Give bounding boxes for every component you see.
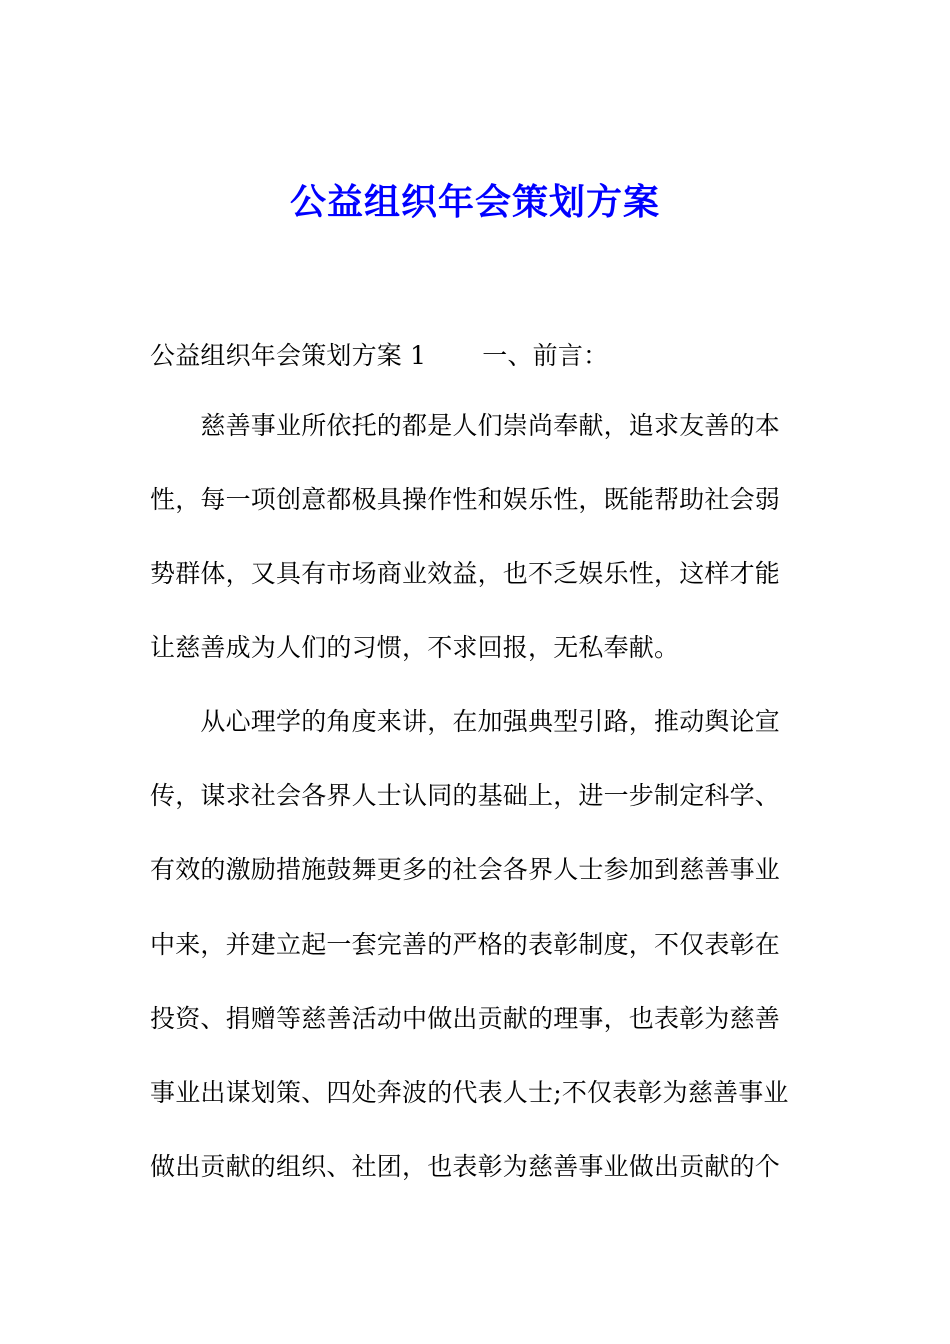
paragraph-line: 让慈善成为人们的习惯，不求回报，无私奉献。 <box>150 633 680 662</box>
paragraph-line: 投资、捐赠等慈善活动中做出贡献的理事，也表彰为慈善 <box>150 1004 781 1033</box>
paragraph-line: 事业出谋划策、四处奔波的代表人士;不仅表彰为慈善事业 <box>150 1078 789 1107</box>
paragraph-line: 势群体，又具有市场商业效益，也不乏娱乐性，这样才能 <box>150 559 781 588</box>
subheading-right: 一、前言： <box>482 341 609 370</box>
paragraph-line: 传，谋求社会各界人士认同的基础上，进一步制定科学、 <box>150 781 781 810</box>
paragraph-line: 慈善事业所依托的都是人们崇尚奉献，追求友善的本 <box>150 411 781 440</box>
section-subheading <box>150 338 608 374</box>
subheading-left: 公益组织年会策划方案 1 <box>150 341 427 370</box>
document-title: 公益组织年会策划方案 <box>289 182 660 223</box>
paragraph-line: 做出贡献的组织、社团，也表彰为慈善事业做出贡献的个 <box>150 1152 781 1181</box>
paragraph-line: 从心理学的角度来讲，在加强典型引路，推动舆论宣 <box>150 707 781 736</box>
paragraph-line: 有效的激励措施鼓舞更多的社会各界人士参加到慈善事业 <box>150 855 781 884</box>
paragraph-line: 中来，并建立起一套完善的严格的表彰制度，不仅表彰在 <box>150 930 781 959</box>
paragraph-line: 性，每一项创意都极具操作性和娱乐性，既能帮助社会弱 <box>150 485 781 514</box>
